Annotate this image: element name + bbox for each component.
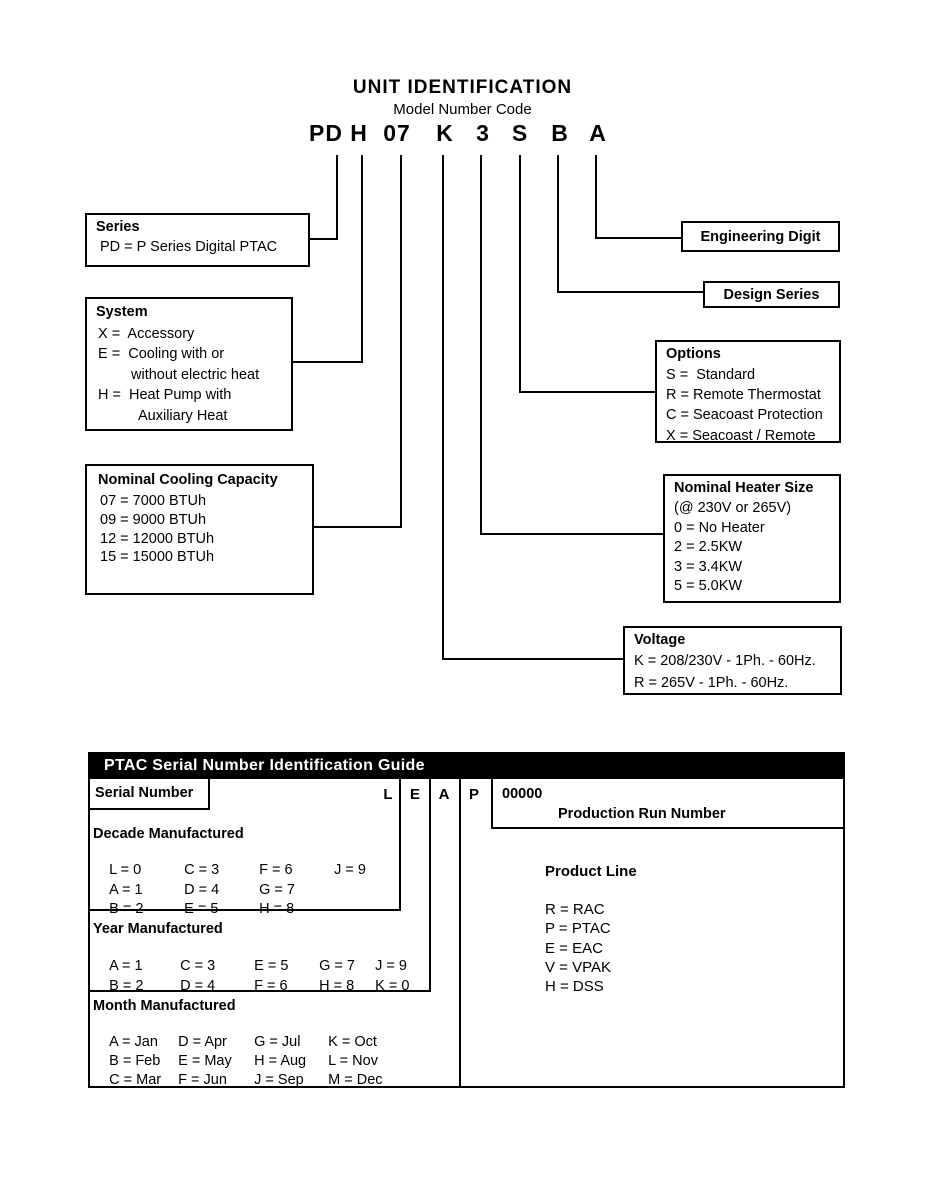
options-code-line: C = Seacoast Protection bbox=[666, 407, 823, 424]
series-callout-box bbox=[85, 213, 310, 267]
voltage-code-line: K = 208/230V - 1Ph. - 60Hz. bbox=[634, 653, 816, 669]
page-title: UNIT IDENTIFICATION bbox=[352, 77, 573, 98]
serial-letter-product: P bbox=[468, 786, 480, 803]
product-line-code: P = PTAC bbox=[545, 920, 611, 938]
serial-letter-decade: L bbox=[383, 786, 393, 803]
system-code-line: E = Cooling with or bbox=[98, 346, 225, 363]
model-segment-voltage: K bbox=[436, 120, 454, 146]
decade-code: D = 4 bbox=[184, 882, 220, 898]
month-row bbox=[93, 1056, 383, 1104]
year-code: J = 9 bbox=[375, 958, 407, 974]
decade-code: F = 6 bbox=[259, 862, 293, 878]
connector-elbow-engineering bbox=[595, 237, 683, 239]
serial-number-label: Serial Number bbox=[95, 785, 194, 801]
model-segment-design: B bbox=[551, 120, 569, 146]
options-code-line: S = Standard bbox=[666, 367, 756, 383]
cooling-capacity-callout-box bbox=[85, 464, 314, 595]
connector-elbow-heater bbox=[480, 533, 665, 535]
cooling-code-line: 07 = 7000 BTUh bbox=[100, 493, 207, 509]
series-code-line: PD = P Series Digital PTAC bbox=[100, 239, 278, 255]
month-code: K = Oct bbox=[328, 1034, 377, 1050]
system-heading: System bbox=[96, 304, 148, 320]
connector-elbow-options bbox=[519, 391, 657, 393]
decade-code: A = 1 bbox=[109, 882, 143, 898]
month-code: M = Dec bbox=[328, 1072, 383, 1088]
system-code-line-continuation: Auxiliary Heat bbox=[138, 407, 228, 424]
month-code: J = Sep bbox=[254, 1072, 304, 1088]
month-code: E = May bbox=[178, 1053, 232, 1069]
options-code-line: X = Seacoast / Remote bbox=[666, 427, 816, 444]
design-series-callout-box bbox=[703, 281, 840, 308]
connector-elbow-system bbox=[292, 361, 363, 363]
heater-voltage-note: (@ 230V or 265V) bbox=[674, 500, 792, 516]
month-code: H = Aug bbox=[254, 1053, 307, 1069]
product-line-code: E = EAC bbox=[545, 939, 603, 957]
month-code: G = Jul bbox=[254, 1034, 301, 1050]
month-code: C = Mar bbox=[109, 1072, 162, 1088]
cooling-code-line: 15 = 15000 BTUh bbox=[100, 549, 215, 566]
month-code: F = Jun bbox=[178, 1072, 227, 1088]
connector-line-voltage bbox=[442, 155, 444, 660]
production-run-box-bottom-border bbox=[491, 827, 845, 829]
serial-divider-year bbox=[429, 779, 431, 992]
voltage-callout-box bbox=[623, 626, 842, 695]
connector-elbow-design bbox=[557, 291, 705, 293]
decade-heading: Decade Manufactured bbox=[93, 826, 244, 842]
month-code: L = Nov bbox=[328, 1053, 378, 1069]
year-code: E = 5 bbox=[254, 958, 289, 974]
connector-elbow-series bbox=[309, 238, 338, 240]
serial-guide-header-bar: PTAC Serial Number Identification Guide bbox=[88, 752, 845, 779]
connector-line-series bbox=[336, 155, 338, 240]
model-segment-options: S bbox=[511, 120, 529, 146]
connector-line-options bbox=[519, 155, 521, 393]
model-segment-engineering: A bbox=[589, 120, 607, 146]
serial-letter-year: E bbox=[409, 786, 421, 803]
month-code: D = Apr bbox=[178, 1034, 227, 1050]
connector-elbow-voltage bbox=[442, 658, 625, 660]
engineering-digit-callout-box bbox=[681, 221, 840, 252]
design-series-label: Design Series bbox=[723, 286, 820, 303]
system-callout-box bbox=[85, 297, 293, 431]
decade-code: B = 2 bbox=[109, 901, 144, 917]
year-code: F = 6 bbox=[254, 978, 288, 994]
year-code: G = 7 bbox=[319, 958, 355, 974]
cooling-code-line: 12 = 12000 BTUh bbox=[100, 530, 215, 547]
heater-code-line: 0 = No Heater bbox=[674, 519, 765, 536]
heater-code-line: 3 = 3.4KW bbox=[674, 558, 743, 575]
model-segment-system: H bbox=[350, 120, 368, 146]
model-segment-capacity: 07 bbox=[383, 120, 411, 146]
voltage-heading: Voltage bbox=[634, 632, 686, 648]
connector-line-engineering bbox=[595, 155, 597, 239]
model-segment-heater: 3 bbox=[476, 120, 490, 146]
options-callout-box bbox=[655, 340, 841, 443]
page-subtitle: Model Number Code bbox=[393, 101, 532, 118]
connector-line-capacity bbox=[400, 155, 402, 528]
decade-code: G = 7 bbox=[259, 882, 295, 898]
year-heading: Year Manufactured bbox=[93, 921, 223, 937]
year-code: B = 2 bbox=[109, 978, 144, 994]
month-code: A = Jan bbox=[109, 1034, 158, 1050]
system-code-line-continuation: without electric heat bbox=[131, 366, 260, 383]
year-code: D = 4 bbox=[180, 978, 216, 994]
decade-code: H = 8 bbox=[259, 901, 295, 917]
product-line-code: H = DSS bbox=[545, 978, 604, 996]
decade-code: L = 0 bbox=[109, 862, 142, 878]
year-code: A = 1 bbox=[109, 958, 143, 974]
model-segment-series: PD bbox=[309, 120, 343, 146]
serial-divider-product bbox=[491, 779, 493, 829]
product-line-code: R = RAC bbox=[545, 901, 605, 918]
month-heading: Month Manufactured bbox=[93, 998, 236, 1014]
serial-letter-month: A bbox=[438, 786, 450, 803]
year-code: K = 0 bbox=[375, 978, 410, 994]
cooling-code-line: 09 = 9000 BTUh bbox=[100, 511, 207, 528]
series-heading: Series bbox=[96, 219, 140, 235]
decade-code: J = 9 bbox=[334, 862, 366, 878]
options-heading: Options bbox=[666, 346, 721, 362]
production-run-number-value: 00000 bbox=[502, 786, 543, 802]
decade-code: C = 3 bbox=[184, 862, 220, 878]
month-code: B = Feb bbox=[109, 1053, 161, 1069]
product-line-list bbox=[545, 900, 611, 996]
serial-number-label-box bbox=[88, 779, 210, 810]
connector-elbow-capacity bbox=[313, 526, 402, 528]
engineering-digit-label: Engineering Digit bbox=[700, 228, 821, 245]
year-code: C = 3 bbox=[180, 958, 216, 974]
connector-line-design bbox=[557, 155, 559, 293]
options-code-line: R = Remote Thermostat bbox=[666, 387, 821, 404]
production-run-number-label: Production Run Number bbox=[558, 806, 726, 822]
connector-line-system bbox=[361, 155, 363, 363]
heater-heading: Nominal Heater Size bbox=[674, 480, 814, 496]
cooling-heading: Nominal Cooling Capacity bbox=[98, 472, 278, 488]
heater-code-line: 5 = 5.0KW bbox=[674, 578, 743, 595]
voltage-code-line: R = 265V - 1Ph. - 60Hz. bbox=[634, 674, 789, 691]
serial-divider-month bbox=[459, 779, 461, 1088]
decade-code: E = 5 bbox=[184, 901, 219, 917]
system-code-line: H = Heat Pump with bbox=[98, 387, 232, 404]
heater-code-line: 2 = 2.5KW bbox=[674, 539, 743, 556]
product-line-code: V = VPAK bbox=[545, 958, 612, 976]
year-code: H = 8 bbox=[319, 978, 355, 994]
product-line-heading: Product Line bbox=[545, 863, 637, 880]
heater-size-callout-box bbox=[663, 474, 841, 603]
system-code-line: X = Accessory bbox=[98, 326, 195, 342]
connector-line-heater bbox=[480, 155, 482, 535]
